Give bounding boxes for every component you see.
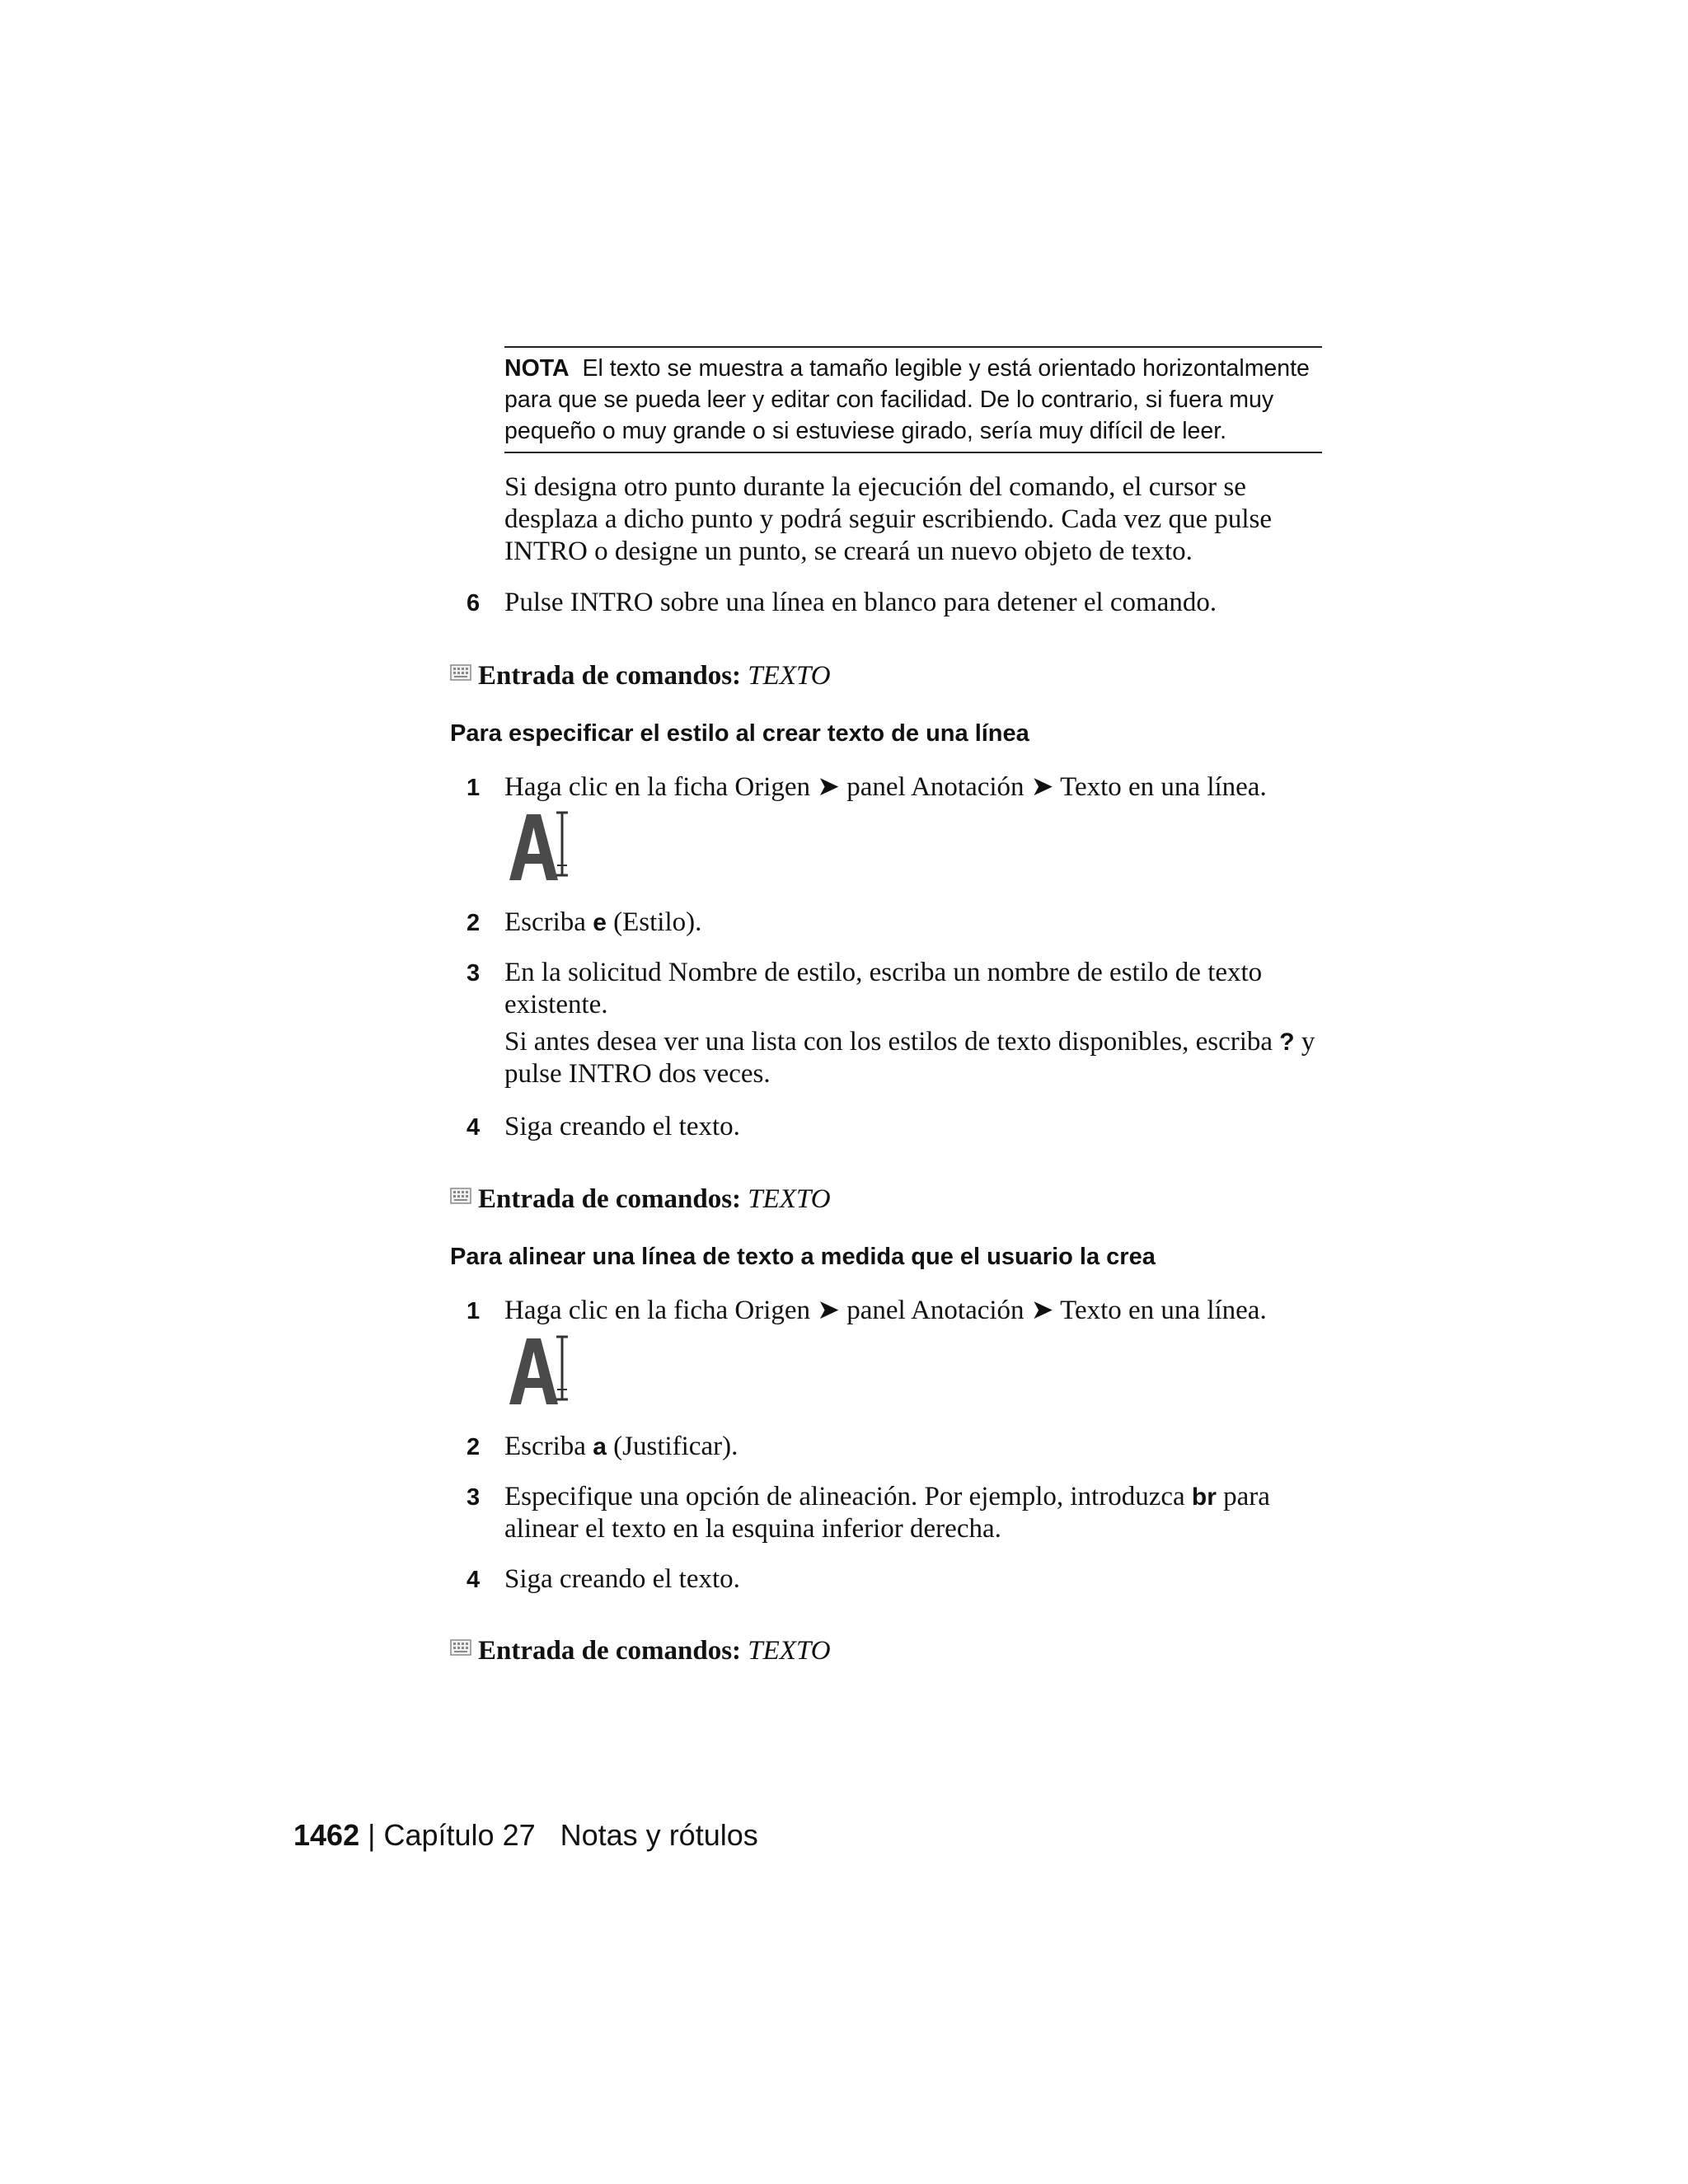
section-heading: Para especificar el estilo al crear texto de una línea [450, 720, 1029, 747]
step-text: Haga clic en la ficha Origen ➤ panel Anotación ➤ Texto en una línea. [504, 772, 1267, 802]
chapter-label: Capítulo 27 [383, 1818, 536, 1852]
single-line-text-icon [504, 809, 579, 886]
keyboard-icon [450, 1179, 471, 1212]
command-entry [450, 1179, 831, 1216]
command-entry-value: TEXTO [748, 1184, 831, 1214]
step-text: Pulse INTRO sobre una línea en blanco para detener el comando. [504, 588, 1217, 617]
note-bottom-rule [504, 452, 1322, 453]
keyboard-icon [450, 1631, 471, 1664]
command-entry [450, 1631, 831, 1667]
section-heading: Para alinear una línea de texto a medida que el usuario la crea [450, 1244, 1156, 1270]
footer-separator: | [368, 1818, 376, 1852]
step-text: Especifique una opción de alineación. Por ejemplo, introduzca br para alinear el texto en la esquina inferior derecha. [504, 1482, 1270, 1544]
page-footer [293, 1817, 758, 1854]
command-entry-value: TEXTO [748, 661, 831, 691]
step-number: 6 [467, 590, 481, 616]
step-text: Siga creando el texto. [504, 1112, 740, 1141]
step-subtext: Si antes desea ver una lista con los estilos de texto disponibles, escriba ? y pulse INTRO dos veces. [504, 1027, 1315, 1089]
command-entry-label: Entrada de comandos: [478, 1184, 742, 1214]
keyboard-icon [450, 656, 471, 689]
note-top-rule [504, 346, 1322, 348]
step-text: En la solicitud Nombre de estilo, escriba un nombre de estilo de texto existente. [504, 958, 1263, 1019]
step-number: 2 [467, 910, 481, 936]
chapter-title: Notas y rótulos [560, 1818, 758, 1852]
step-number: 3 [467, 960, 481, 987]
step-text: Escriba e (Estilo). [504, 907, 702, 937]
step-number: 1 [467, 1298, 481, 1324]
command-entry-label: Entrada de comandos: [478, 661, 742, 691]
step-number: 1 [467, 775, 481, 801]
step-text: Haga clic en la ficha Origen ➤ panel Anotación ➤ Texto en una línea. [504, 1296, 1267, 1325]
command-entry-label: Entrada de comandos: [478, 1636, 742, 1666]
key-input: e [593, 909, 607, 936]
command-entry [450, 656, 831, 692]
note-box [504, 353, 1322, 447]
single-line-text-icon [504, 1333, 579, 1410]
step-number: 3 [467, 1484, 481, 1511]
key-input: a [593, 1433, 607, 1460]
note-label: NOTA [504, 355, 570, 382]
step-number: 2 [467, 1434, 481, 1460]
intro-paragraph: Si designa otro punto durante la ejecución del comando, el cursor se desplaza a dicho punto y podrá seguir escribiendo. Cada vez que pulse INTRO o designe un punto, se creará un nuevo objeto de texto. [504, 472, 1273, 566]
step-text: Siga creando el texto. [504, 1564, 740, 1594]
step-number: 4 [467, 1567, 481, 1593]
step-text: Escriba a (Justificar). [504, 1432, 738, 1461]
step-number: 4 [467, 1114, 481, 1141]
page-number: 1462 [293, 1818, 360, 1852]
key-input: br [1191, 1483, 1217, 1511]
command-entry-value: TEXTO [748, 1636, 831, 1666]
key-input: ? [1279, 1029, 1295, 1056]
note-text: El texto se muestra a tamaño legible y está orientado horizontalmente para que se pueda leer y editar con facilidad. De lo contrario, si fuera muy pequeño o muy grande o si estuviese girado, sería muy difícil de leer. [504, 355, 1310, 444]
